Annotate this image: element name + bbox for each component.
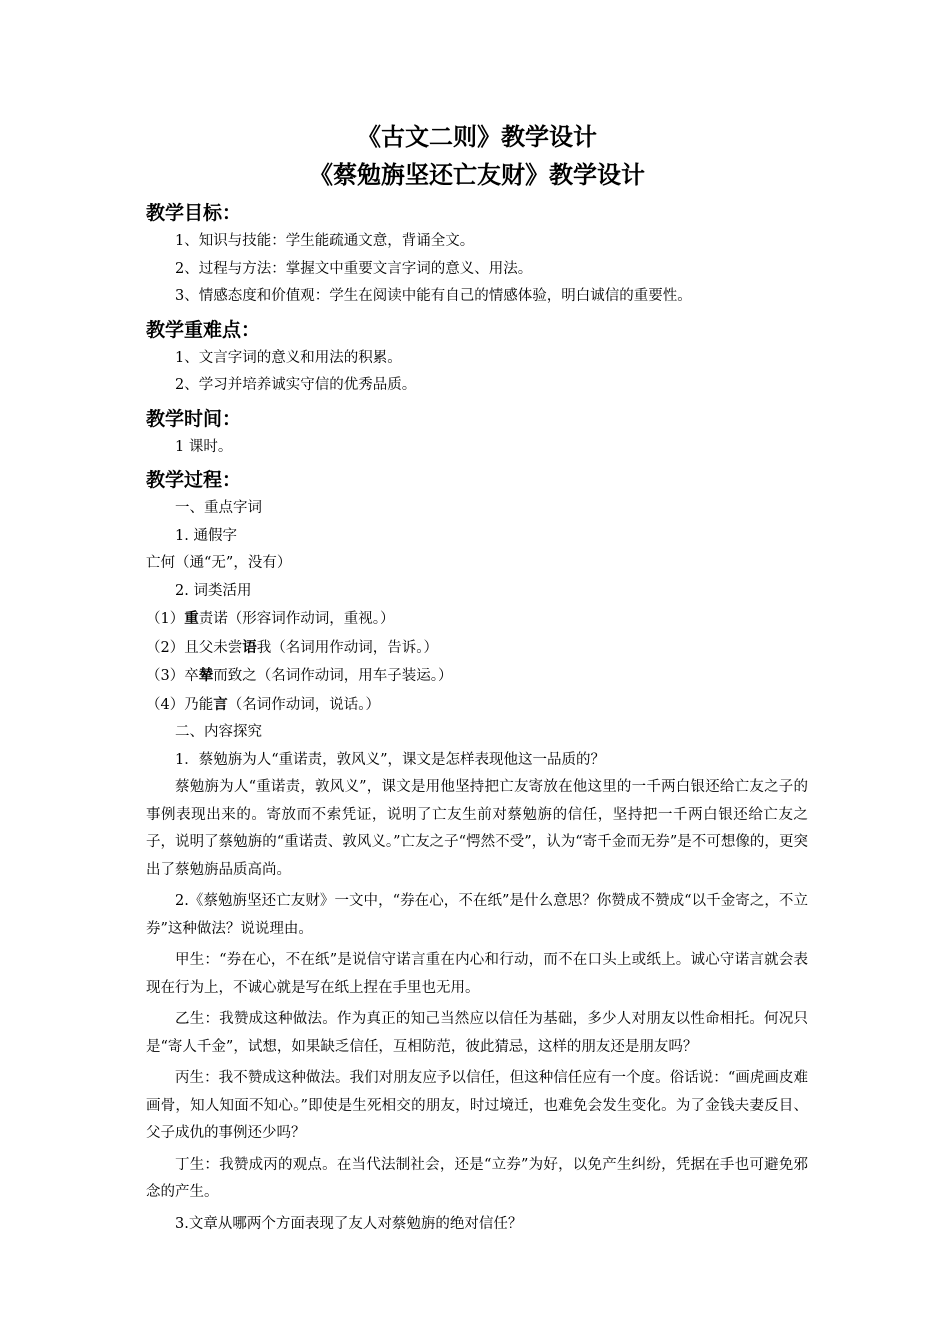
keypoint-item: 2、学习并培养诚实守信的优秀品质。 xyxy=(175,377,417,393)
keypoints-heading: 教学重难点： xyxy=(146,318,261,341)
section-heading: 一、重点字词 xyxy=(175,500,262,516)
process-heading: 教学过程： xyxy=(146,469,242,491)
subsection-heading: 1. 通假字 xyxy=(175,527,237,544)
answer-paragraph: 丁生：我赞成丙的观点。在当代法制社会，还是“立券”为好，以免产生纠纷，凭据在手也可避免邪念的产生。 xyxy=(146,1156,808,1200)
usage-key-char: 辇 xyxy=(198,667,214,684)
document-subtitle: 《蔡勉旃坚还亡友财》教学设计 xyxy=(309,161,645,189)
usage-key-char: 重 xyxy=(184,610,199,627)
question: 3.文章从哪两个方面表现了友人对蔡勉旃的绝对信任？ xyxy=(175,1215,523,1232)
usage-key-char: 语 xyxy=(242,638,257,656)
document-title: 《古文二则》教学设计 xyxy=(357,123,597,151)
usage-key-char: 言 xyxy=(213,695,228,713)
objective-item: 2、过程与方法：掌握文中重要文言字词的意义、用法。 xyxy=(175,260,533,277)
keypoint-item: 1、文言字词的意义和用法的积累。 xyxy=(175,349,402,366)
answer-paragraph: 甲生：“券在心，不在纸”是说信守诺言重在内心和行动，而不在口头上或纸上。诚心守诺言就会表现在行为上，不诚心就是写在纸上捏在手里也无用。 xyxy=(146,952,808,996)
usage-item: （4）乃能言（名词作动词，说话。） xyxy=(146,695,380,713)
time-text: 1 课时。 xyxy=(175,438,233,455)
usage-item: （2）且父未尝语我（名词用作动词，告诉。） xyxy=(146,638,438,656)
subsection-heading: 2. 词类活用 xyxy=(175,582,252,599)
objective-item: 1、知识与技能：学生能疏通文意，背诵全文。 xyxy=(175,233,475,249)
tongjia-item: 亡何（通“无”，没有） xyxy=(146,555,292,571)
usage-item: （1）重责诺（形容词作动词，重视。） xyxy=(146,610,395,627)
objective-item: 3、情感态度和价值观：学生在阅读中能有自己的情感体验，明白诚信的重要性。 xyxy=(175,288,692,304)
question: 2.《蔡勉旃坚还亡友财》一文中，“券在心，不在纸”是什么意思？你赞成不赞成“以千金寄之，不立券”这种做法？说说理由。 xyxy=(146,893,808,937)
section-heading: 二、内容探究 xyxy=(175,724,262,740)
answer-paragraph: 乙生：我赞成这种做法。作为真正的知己当然应以信任为基础，多少人对朋友以性命相托。何况只是“寄人千金”，试想，如果缺乏信任，互相防范，彼此猜忌，这样的朋友还是朋友吗？ xyxy=(146,1011,808,1055)
time-heading: 教学时间： xyxy=(146,407,242,430)
answer-paragraph: 蔡勉旃为人“重诺责，敦风义”，课文是用他坚持把亡友寄放在他这里的一千两白银还给亡友之子的事例表现出来的。寄放而不索凭证，说明了亡友生前对蔡勉旃的信任，坚持把一千两白银还给亡友之子，说明了蔡勉旃的“重诺责、敦风义。”亡友之子“愕然不受”，认为“寄千金而无券”是不可想像的，更突出了蔡勉旃品质高尚。 xyxy=(146,779,808,878)
objectives-heading: 教学目标： xyxy=(146,202,242,224)
usage-item: （3）卒辇而致之（名词作动词，用车子装运。） xyxy=(146,667,453,684)
question: 1．蔡勉旃为人“重诺责，敦风义”，课文是怎样表现他这一品质的？ xyxy=(175,751,606,768)
answer-paragraph: 丙生：我不赞成这种做法。我们对朋友应予以信任，但这种信任应有一个度。俗话说：“画虎画皮难画骨，知人知面不知心。”即使是生死相交的朋友，时过境迁，也难免会发生变化。为了金钱夫妻反目、父子成仇的事例还少吗？ xyxy=(146,1070,808,1141)
document-page xyxy=(146,118,808,1238)
